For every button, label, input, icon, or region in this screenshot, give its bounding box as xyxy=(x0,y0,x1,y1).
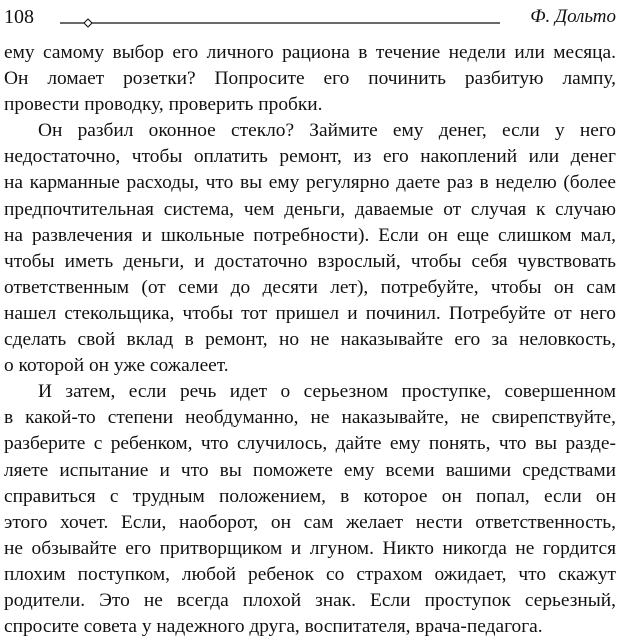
text-line: провести проводку, проверить пробки. xyxy=(4,94,323,116)
text-line: ему самому выбор его личного рациона в течение недели или месяца. xyxy=(4,42,616,63)
text-line: родители. Это не всегда плохой знак. Если проступок серьезный, xyxy=(4,589,616,611)
running-head-author: Ф. Дольто xyxy=(530,6,616,27)
text-line: чтобы иметь деньги, и достаточно взрослый, чтобы себя чувствовать xyxy=(4,250,616,272)
text-line: Он разбил оконное стекло? Займите ему денег, если у него xyxy=(38,120,616,142)
body-text xyxy=(4,40,616,640)
text-line: недостаточно, чтобы оплатить ремонт, из его накоплений или денег xyxy=(4,146,616,168)
text-line: ляете испытание и что вы поможете ему всеми вашими средствами xyxy=(4,459,616,481)
text-line: предпочтительная система, чем деньги, даваемые от случая к случаю xyxy=(4,198,616,220)
page-number: 108 xyxy=(4,6,34,28)
text-line: разберите с ребенком, что случилось, дайте ему понять, что вы разде- xyxy=(4,433,616,455)
text-line: плохим поступком, любой ребенок со страхом ожидает, что скажут xyxy=(4,563,616,585)
paragraph xyxy=(4,118,616,379)
text-line: ответственным (от семи до десяти лет), потребуйте, чтобы он сам xyxy=(4,276,616,298)
text-line: о которой он уже сожалеет. xyxy=(4,355,229,377)
paragraph xyxy=(4,379,616,640)
text-line: Он ломает розетки? Попросите его починить разбитую лампу, xyxy=(4,68,616,90)
paragraph xyxy=(4,40,616,118)
text-line: И затем, если речь идет о серьезном проступке, совершенном xyxy=(38,381,616,403)
text-line: не обзывайте его притворщиком и лгуном. Никто никогда не гордится xyxy=(4,537,616,559)
header-rule-ornament xyxy=(60,17,500,29)
page-header xyxy=(4,2,616,36)
text-line: нашел стекольщика, чтобы тот пришел и починил. Потребуйте от него xyxy=(4,302,616,324)
text-line: справиться с трудным положением, в которое он попал, если он xyxy=(4,485,616,507)
text-line: на развлечения и школьные потребности). Если он еще слишком мал, xyxy=(4,224,616,246)
text-line: спросите совета у надежного друга, воспитателя, врача-педагога. xyxy=(4,616,543,638)
text-line: в какой-то степени необдуманно, не наказывайте, не свирепствуйте, xyxy=(4,407,616,429)
text-line: этого хочет. Если, наоборот, он сам желает нести ответственность, xyxy=(4,511,616,533)
text-line: сделать свой вклад в ремонт, но не наказывайте его за неловкость, xyxy=(4,329,616,351)
text-line: на карманные расходы, что вы ему регулярно даете раз в неделю (более xyxy=(4,172,616,194)
